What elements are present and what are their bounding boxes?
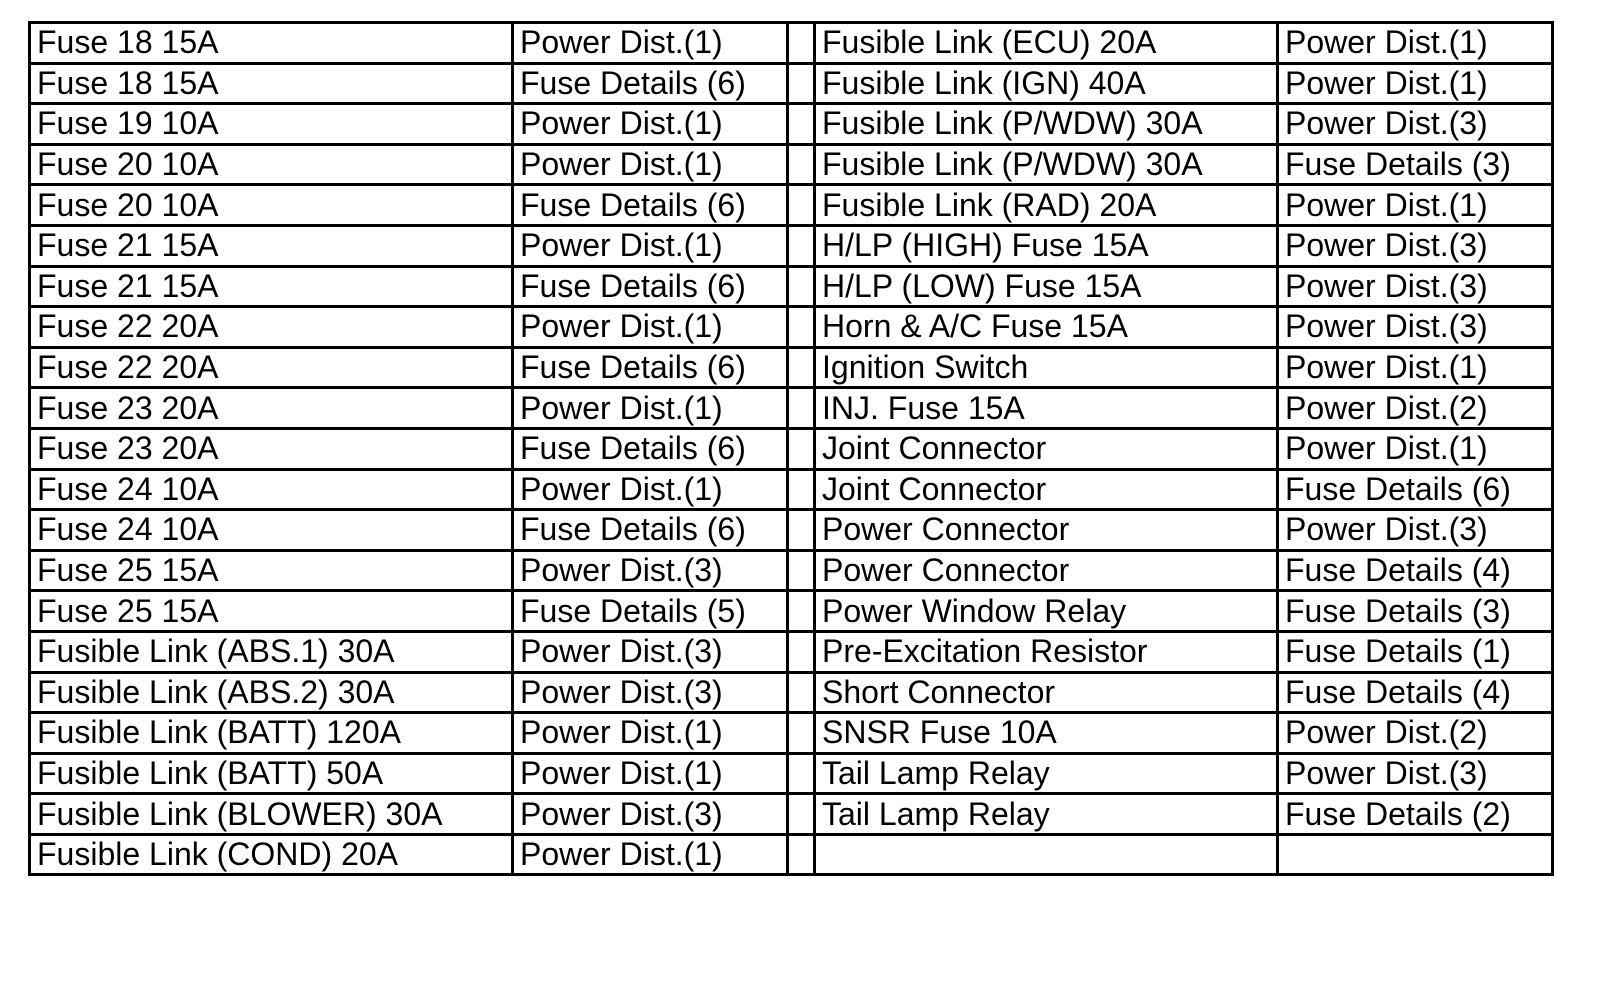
left-item-cell: Fuse 18 15A (30, 23, 513, 64)
right-location-cell: Power Dist.(3) (1278, 225, 1553, 266)
left-item-cell: Fuse 19 10A (30, 104, 513, 145)
right-item-cell: Power Window Relay (815, 591, 1278, 632)
right-item-cell (815, 834, 1278, 875)
left-item-cell: Fuse 21 15A (30, 225, 513, 266)
component-index-body (30, 23, 1553, 875)
right-location-cell: Power Dist.(2) (1278, 388, 1553, 429)
right-item-cell: Fusible Link (RAD) 20A (815, 185, 1278, 226)
table-row (30, 347, 1553, 388)
right-location-cell: Fuse Details (3) (1278, 144, 1553, 185)
right-item-cell: Short Connector (815, 672, 1278, 713)
right-location-cell: Power Dist.(3) (1278, 753, 1553, 794)
left-item-cell: Fusible Link (BATT) 50A (30, 753, 513, 794)
right-item-cell: Power Connector (815, 550, 1278, 591)
component-index-table (28, 21, 1554, 876)
right-location-cell: Power Dist.(3) (1278, 307, 1553, 348)
right-location-cell: Fuse Details (4) (1278, 550, 1553, 591)
left-location-cell: Fuse Details (6) (513, 428, 788, 469)
right-item-cell: Pre-Excitation Resistor (815, 631, 1278, 672)
left-item-cell: Fuse 25 15A (30, 550, 513, 591)
column-gap (788, 794, 815, 835)
right-item-cell: SNSR Fuse 10A (815, 713, 1278, 754)
table-row (30, 225, 1553, 266)
table-row (30, 23, 1553, 64)
right-location-cell: Power Dist.(2) (1278, 713, 1553, 754)
column-gap (788, 510, 815, 551)
table-row (30, 469, 1553, 510)
right-item-cell: Joint Connector (815, 469, 1278, 510)
left-location-cell: Fuse Details (6) (513, 347, 788, 388)
left-location-cell: Power Dist.(3) (513, 794, 788, 835)
column-gap (788, 428, 815, 469)
table-row (30, 63, 1553, 104)
column-gap (788, 266, 815, 307)
left-location-cell: Power Dist.(1) (513, 834, 788, 875)
column-gap (788, 347, 815, 388)
table-row (30, 510, 1553, 551)
right-item-cell: Tail Lamp Relay (815, 753, 1278, 794)
left-item-cell: Fusible Link (ABS.2) 30A (30, 672, 513, 713)
table-row (30, 104, 1553, 145)
column-gap (788, 185, 815, 226)
column-gap (788, 307, 815, 348)
right-location-cell: Fuse Details (6) (1278, 469, 1553, 510)
right-location-cell (1278, 834, 1553, 875)
left-location-cell: Fuse Details (6) (513, 63, 788, 104)
column-gap (788, 713, 815, 754)
right-item-cell: Fusible Link (IGN) 40A (815, 63, 1278, 104)
table-row (30, 591, 1553, 632)
left-item-cell: Fuse 24 10A (30, 510, 513, 551)
column-gap (788, 672, 815, 713)
left-location-cell: Power Dist.(1) (513, 388, 788, 429)
right-item-cell: Fusible Link (P/WDW) 30A (815, 144, 1278, 185)
right-item-cell: Power Connector (815, 510, 1278, 551)
left-location-cell: Fuse Details (6) (513, 510, 788, 551)
table-row (30, 388, 1553, 429)
table-row (30, 631, 1553, 672)
table-row (30, 794, 1553, 835)
left-item-cell: Fuse 22 20A (30, 307, 513, 348)
left-location-cell: Power Dist.(1) (513, 713, 788, 754)
right-item-cell: H/LP (HIGH) Fuse 15A (815, 225, 1278, 266)
table-row (30, 834, 1553, 875)
right-location-cell: Power Dist.(1) (1278, 185, 1553, 226)
right-location-cell: Power Dist.(1) (1278, 428, 1553, 469)
left-item-cell: Fuse 22 20A (30, 347, 513, 388)
table-row (30, 753, 1553, 794)
left-item-cell: Fusible Link (BATT) 120A (30, 713, 513, 754)
left-location-cell: Power Dist.(3) (513, 672, 788, 713)
column-gap (788, 550, 815, 591)
table-row (30, 428, 1553, 469)
right-item-cell: Joint Connector (815, 428, 1278, 469)
left-item-cell: Fuse 20 10A (30, 144, 513, 185)
left-location-cell: Power Dist.(1) (513, 144, 788, 185)
column-gap (788, 225, 815, 266)
left-location-cell: Fuse Details (6) (513, 266, 788, 307)
right-location-cell: Power Dist.(3) (1278, 266, 1553, 307)
right-location-cell: Fuse Details (1) (1278, 631, 1553, 672)
left-location-cell: Fuse Details (5) (513, 591, 788, 632)
right-location-cell: Fuse Details (2) (1278, 794, 1553, 835)
left-location-cell: Power Dist.(1) (513, 307, 788, 348)
right-item-cell: Horn & A/C Fuse 15A (815, 307, 1278, 348)
left-item-cell: Fusible Link (ABS.1) 30A (30, 631, 513, 672)
left-location-cell: Power Dist.(3) (513, 631, 788, 672)
right-item-cell: Fusible Link (P/WDW) 30A (815, 104, 1278, 145)
table-row (30, 672, 1553, 713)
left-item-cell: Fuse 18 15A (30, 63, 513, 104)
right-location-cell: Power Dist.(1) (1278, 23, 1553, 64)
column-gap (788, 63, 815, 104)
right-location-cell: Power Dist.(1) (1278, 63, 1553, 104)
left-location-cell: Power Dist.(1) (513, 104, 788, 145)
column-gap (788, 388, 815, 429)
left-location-cell: Power Dist.(1) (513, 23, 788, 64)
column-gap (788, 753, 815, 794)
left-item-cell: Fusible Link (BLOWER) 30A (30, 794, 513, 835)
right-item-cell: Ignition Switch (815, 347, 1278, 388)
right-location-cell: Fuse Details (4) (1278, 672, 1553, 713)
left-location-cell: Power Dist.(1) (513, 225, 788, 266)
left-item-cell: Fuse 25 15A (30, 591, 513, 632)
right-item-cell: H/LP (LOW) Fuse 15A (815, 266, 1278, 307)
left-item-cell: Fusible Link (COND) 20A (30, 834, 513, 875)
column-gap (788, 591, 815, 632)
left-item-cell: Fuse 24 10A (30, 469, 513, 510)
left-item-cell: Fuse 23 20A (30, 388, 513, 429)
left-item-cell: Fuse 23 20A (30, 428, 513, 469)
table-row (30, 144, 1553, 185)
left-item-cell: Fuse 21 15A (30, 266, 513, 307)
table-row (30, 266, 1553, 307)
column-gap (788, 834, 815, 875)
right-location-cell: Fuse Details (3) (1278, 591, 1553, 632)
table-row (30, 550, 1553, 591)
column-gap (788, 23, 815, 64)
right-item-cell: Fusible Link (ECU) 20A (815, 23, 1278, 64)
column-gap (788, 104, 815, 145)
table-row (30, 307, 1553, 348)
table-row (30, 713, 1553, 754)
column-gap (788, 631, 815, 672)
left-location-cell: Power Dist.(1) (513, 469, 788, 510)
right-location-cell: Power Dist.(3) (1278, 510, 1553, 551)
left-location-cell: Fuse Details (6) (513, 185, 788, 226)
left-location-cell: Power Dist.(1) (513, 753, 788, 794)
left-item-cell: Fuse 20 10A (30, 185, 513, 226)
table-row (30, 185, 1553, 226)
right-location-cell: Power Dist.(1) (1278, 347, 1553, 388)
column-gap (788, 469, 815, 510)
right-item-cell: Tail Lamp Relay (815, 794, 1278, 835)
right-location-cell: Power Dist.(3) (1278, 104, 1553, 145)
right-item-cell: INJ. Fuse 15A (815, 388, 1278, 429)
left-location-cell: Power Dist.(3) (513, 550, 788, 591)
column-gap (788, 144, 815, 185)
